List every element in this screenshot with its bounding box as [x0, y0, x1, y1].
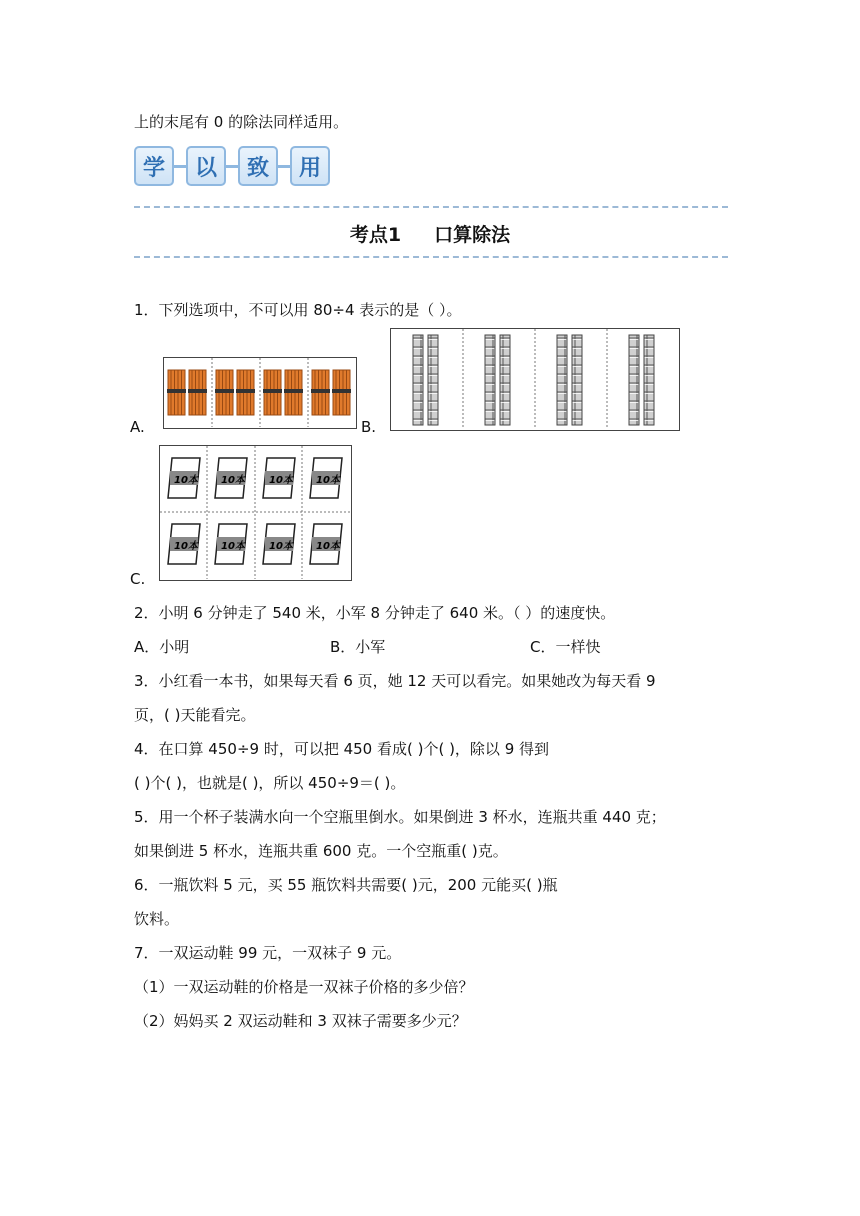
option-a-figure — [163, 357, 357, 429]
question-3-line-2: 页，( )天能看完。 — [134, 706, 256, 724]
option-b-label: B. — [361, 418, 377, 436]
banner-char: 致 — [238, 146, 278, 186]
question-2: 2．小明 6 分钟走了 540 米，小军 8 分钟走了 640 米。（ ）的速度快。 — [134, 604, 616, 622]
cube-towers-image — [391, 329, 678, 429]
question-7-part-1: （1）一双运动鞋的价格是一双袜子价格的多少倍？ — [134, 978, 474, 996]
option-a-label: A. — [130, 418, 145, 436]
section-title: 考点1 口算除法 — [349, 224, 511, 246]
question-6-line-2: 饮料。 — [134, 910, 180, 928]
question-4-line-2: ( )个( )，也就是( )，所以 450÷9＝( )。 — [134, 774, 406, 792]
option-c-label: C. — [130, 570, 146, 588]
book-label: 10本 — [221, 541, 245, 552]
option-c-figure — [159, 445, 352, 581]
divider-top — [134, 206, 728, 208]
book-label: 10本 — [269, 541, 293, 552]
book-label: 10本 — [316, 475, 340, 486]
banner-char: 用 — [290, 146, 330, 186]
question-5-line-2: 如果倒进 5 杯水，连瓶共重 600 克。一个空瓶重( )克。 — [134, 842, 508, 860]
option-b-figure — [390, 328, 680, 431]
question-6-line-1: 6．一瓶饮料 5 元，买 55 瓶饮料共需要( )元，200 元能买( )瓶 — [134, 876, 558, 894]
question-3-line-1: 3．小红看一本书，如果每天看 6 页，她 12 天可以看完。如果她改为每天看 9 — [134, 672, 656, 690]
book-label: 10本 — [174, 541, 198, 552]
intro-tail-text: 上的末尾有 0 的除法同样适用。 — [134, 113, 349, 131]
question-7-part-2: （2）妈妈买 2 双运动鞋和 3 双袜子需要多少元？ — [134, 1012, 467, 1030]
divider-bottom — [134, 256, 728, 258]
book-stacks-image — [160, 446, 350, 579]
banner-xue-yi-zhi-yong — [134, 146, 330, 186]
q2-option-c: C．一样快 — [530, 638, 601, 656]
banner-char: 以 — [186, 146, 226, 186]
q2-option-a: A．小明 — [134, 638, 190, 656]
question-1: 1．下列选项中，不可以用 80÷4 表示的是（ ）。 — [134, 301, 462, 319]
stick-bundles-image — [164, 358, 355, 427]
question-7: 7．一双运动鞋 99 元，一双袜子 9 元。 — [134, 944, 402, 962]
book-label: 10本 — [269, 475, 293, 486]
book-label: 10本 — [174, 475, 198, 486]
question-4-line-1: 4．在口算 450÷9 时，可以把 450 看成( )个( )，除以 9 得到 — [134, 740, 550, 758]
banner-char: 学 — [134, 146, 174, 186]
book-label: 10本 — [316, 541, 340, 552]
question-5-line-1: 5．用一个杯子装满水向一个空瓶里倒水。如果倒进 3 杯水，连瓶共重 440 克； — [134, 808, 666, 826]
book-label: 10本 — [221, 475, 245, 486]
q2-option-b: B．小军 — [330, 638, 386, 656]
